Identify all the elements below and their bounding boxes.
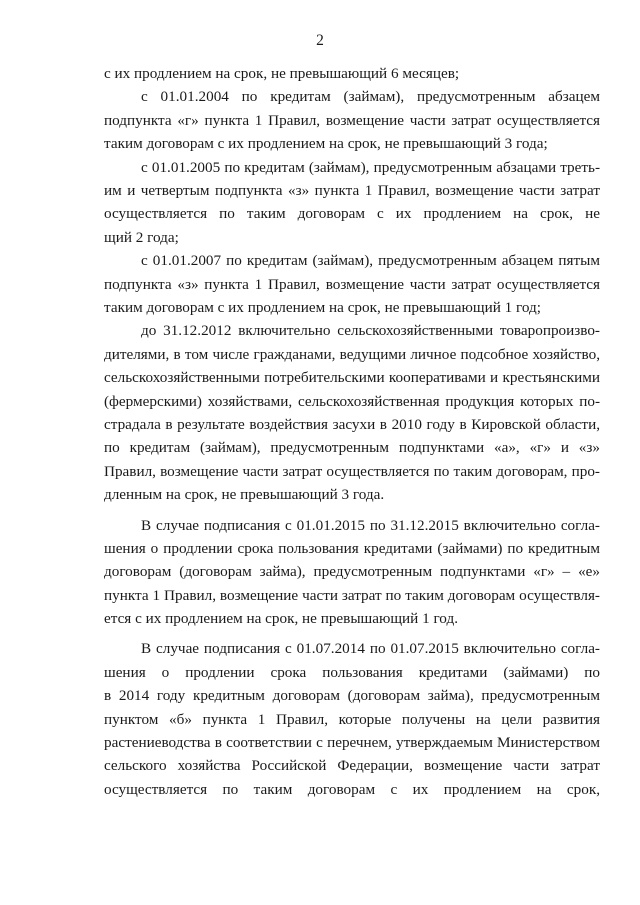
- text-line: подпункта «г» пункта 1 Правил, возмещение части затрат осуществляется: [104, 111, 600, 129]
- text-line: В случае подписания с 01.07.2014 по 01.07.2015 включительно согла-: [141, 640, 600, 658]
- text-line: договорам (договорам займа), предусмотренным подпунктами «г» – «е»: [104, 563, 600, 581]
- text-line: по кредитам (займам), предусмотренным подпунктами «а», «г» и «з»: [104, 439, 600, 457]
- text-line: (фермерскими) хозяйствами, сельскохозяйственная продукция которых по-: [104, 392, 600, 410]
- page-number: 2: [316, 32, 324, 49]
- text-line: пункта 1 Правил, возмещение части затрат по таким договорам осуществля-: [104, 586, 600, 604]
- text-line: до 31.12.2012 включительно сельскохозяйственными товаропроизво-: [141, 322, 600, 340]
- text-line: сельского хозяйства Российской Федерации, возмещение части затрат: [104, 757, 600, 775]
- text-line: В случае подписания с 01.01.2015 по 31.12.2015 включительно согла-: [141, 516, 600, 534]
- text-line: пунктом «б» пункта 1 Правил, которые получены на цели развития: [104, 710, 600, 728]
- paragraph: [104, 514, 600, 631]
- text-line: с 01.01.2005 по кредитам (займам), предусмотренным абзацами треть-: [141, 158, 600, 176]
- paragraph: [104, 319, 600, 506]
- paragraph: [104, 156, 600, 250]
- text-line: осуществляется по таким договорам с их продлением на срок,: [104, 780, 600, 798]
- text-line: сельскохозяйственными потребительскими кооперативами и крестьянскими: [104, 369, 600, 387]
- paragraph: [104, 62, 600, 85]
- text-line: страдала в результате воздействия засухи в 2010 году в Кировской области,: [104, 415, 600, 433]
- text-line: подпункта «з» пункта 1 Правил, возмещение части затрат осуществляется: [104, 275, 600, 293]
- text-line: щий 2 года;: [104, 228, 179, 246]
- text-line: дленным на срок, не превышающий 3 года.: [104, 486, 385, 504]
- text-line: в 2014 году кредитным договорам (договорам займа), предусмотренным: [104, 687, 600, 705]
- text-line: дителями, в том числе гражданами, ведущими личное подсобное хозяйство,: [104, 345, 600, 363]
- paragraph: [104, 637, 600, 801]
- text-line: осуществляется по таким договорам с их продлением на срок, не: [104, 205, 600, 223]
- text-line: шения о продлении срока пользования кредитами (займами) по кредитным: [104, 539, 600, 557]
- text-line: шения о продлении срока пользования кредитами (займами) по: [104, 663, 600, 681]
- paragraph: [104, 249, 600, 319]
- document-body: [104, 62, 600, 801]
- paragraph: [104, 85, 600, 155]
- text-line: ется с их продлением на срок, не превышающий 1 год.: [104, 610, 458, 628]
- text-line: с 01.01.2004 по кредитам (займам), предусмотренным абзацем: [141, 88, 600, 106]
- text-line: Правил, возмещение части затрат осуществляется по таким договорам, про-: [104, 462, 600, 480]
- text-line: таким договорам с их продлением на срок, не превышающий 1 год;: [104, 298, 541, 316]
- text-line: им и четвертым подпункта «з» пункта 1 Правил, возмещение части затрат: [104, 181, 600, 199]
- text-line: с их продлением на срок, не превышающий 6 месяцев;: [104, 65, 460, 82]
- text-line: с 01.01.2007 по кредитам (займам), предусмотренным абзацем пятым: [141, 252, 600, 270]
- text-line: растениеводства в соответствии с перечнем, утверждаемым Министерством: [104, 734, 600, 752]
- text-line: таким договорам с их продлением на срок, не превышающий 3 года;: [104, 135, 548, 153]
